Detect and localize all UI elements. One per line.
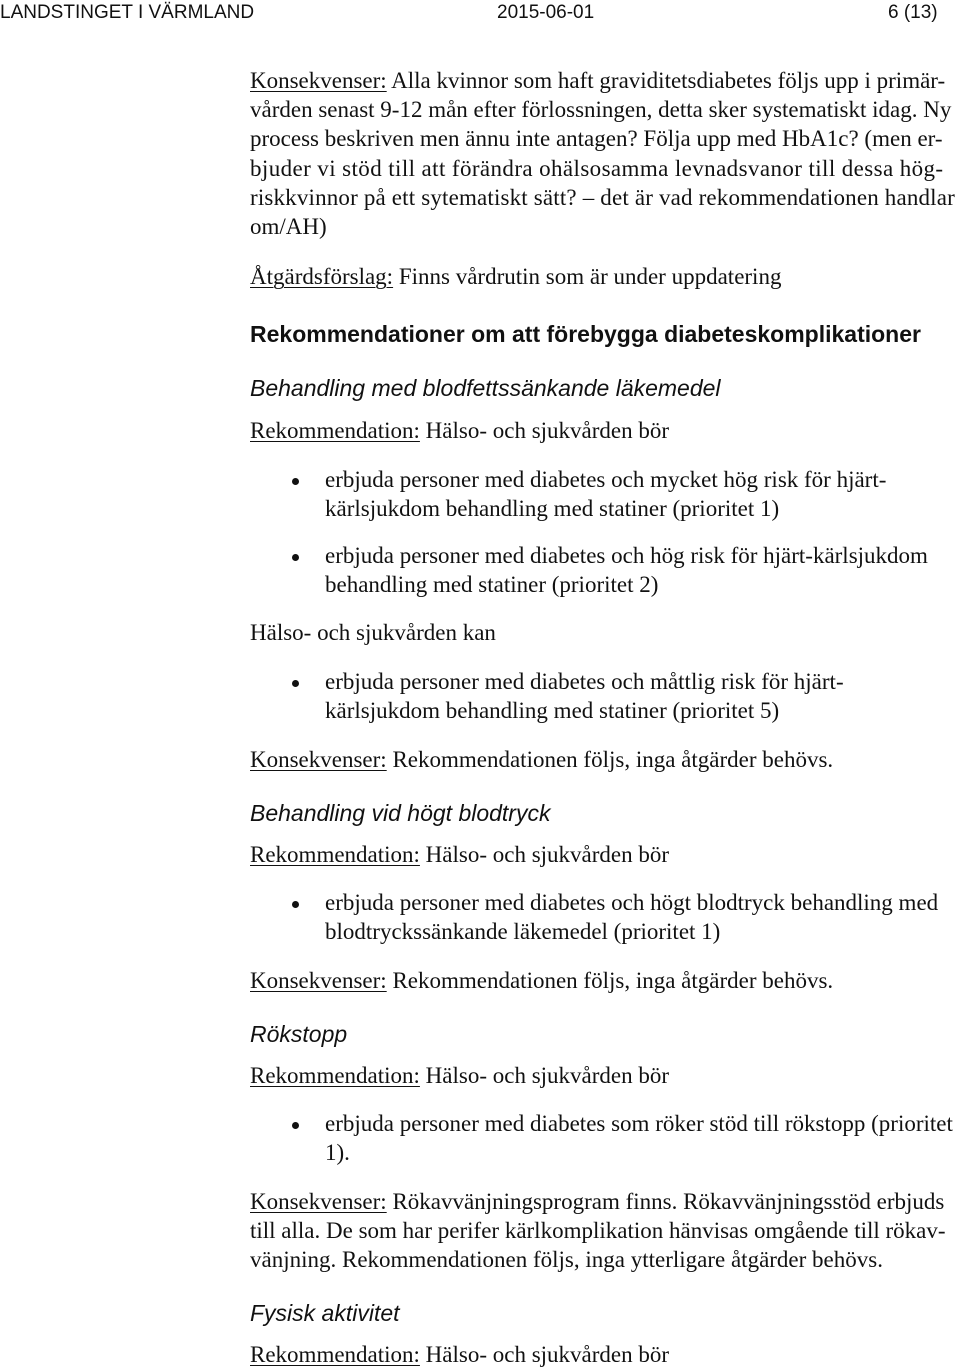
- bullet-line: erbjuda personer med diabetes som röker stöd till rökstopp (prioritet: [325, 1111, 953, 1136]
- recommendation-label: Rekommendation:: [250, 418, 420, 443]
- action-proposal-text: Finns vårdrutin som är under uppdatering: [398, 264, 782, 289]
- paragraph-line: [250, 66, 945, 95]
- recommendation-text: Hälso- och sjukvården bör: [425, 842, 670, 867]
- consequences-label: Konsekvenser:: [250, 68, 387, 93]
- bullet-line: kärlsjukdom behandling med statiner (prioritet 5): [325, 698, 780, 723]
- bullet-line: blodtryckssänkande läkemedel (prioritet 1): [325, 919, 721, 944]
- paragraph-line: [250, 1187, 944, 1216]
- recommendation-line: [250, 840, 669, 869]
- consequences-label: Konsekvenser:: [250, 747, 387, 772]
- paragraph-line: till alla. De som har perifer kärlkomplikation hänvisas omgående till rökav-: [250, 1218, 946, 1243]
- may-recommendation-text: Hälso- och sjukvården kan: [250, 620, 496, 645]
- action-proposal-label: Åtgärdsförslag:: [250, 264, 394, 289]
- page-number: 6 (13): [888, 2, 938, 23]
- recommendation-text: Hälso- och sjukvården bör: [425, 418, 670, 443]
- paragraph-line: process beskriven men ännu inte antagen? Följa upp med HbA1c? (men er-: [250, 126, 943, 151]
- bullet-icon: [292, 901, 299, 908]
- paragraph-line: om/AH): [250, 214, 327, 239]
- subsection-title: Behandling vid högt blodtryck: [250, 800, 551, 826]
- organization-name: LANDSTINGET I VÄRMLAND: [0, 2, 255, 23]
- consequences-text: Rekommendationen följs, inga åtgärder behövs.: [392, 968, 834, 993]
- section-heading: Rekommendationer om att förebygga diabeteskomplikationer: [250, 321, 921, 347]
- paragraph-line: vänjning. Rekommendationen följs, inga ytterligare åtgärder behövs.: [250, 1247, 883, 1272]
- subsection-title: Behandling med blodfettssänkande läkemedel: [250, 375, 721, 401]
- document-date: 2015-06-01: [497, 2, 595, 23]
- paragraph-text: Rökavvänjningsprogram finns. Rökavvänjningsstöd erbjuds: [392, 1189, 945, 1214]
- bullet-icon: [292, 1122, 299, 1129]
- paragraph-text: Alla kvinnor som haft graviditetsdiabetes följs upp i primär-: [391, 68, 946, 93]
- recommendation-label: Rekommendation:: [250, 1063, 420, 1088]
- recommendation-label: Rekommendation:: [250, 1342, 420, 1367]
- bullet-line: erbjuda personer med diabetes och hög risk för hjärt-kärlsjukdom: [325, 543, 928, 568]
- paragraph-line: bjuder vi stöd till att förändra ohälsosamma levnadsvanor till dessa hög-: [250, 156, 944, 181]
- subsection-title: Fysisk aktivitet: [250, 1300, 400, 1326]
- consequences-label: Konsekvenser:: [250, 1189, 387, 1214]
- consequences-line: [250, 966, 833, 995]
- bullet-line: erbjuda personer med diabetes och högt blodtryck behandling med: [325, 890, 939, 915]
- recommendation-label: Rekommendation:: [250, 842, 420, 867]
- recommendation-line: [250, 1061, 669, 1090]
- bullet-line: erbjuda personer med diabetes och mycket hög risk för hjärt-: [325, 467, 887, 492]
- action-proposal-line: [250, 262, 781, 291]
- consequences-text: Rekommendationen följs, inga åtgärder behövs.: [392, 747, 834, 772]
- recommendation-line: [250, 1340, 669, 1369]
- bullet-icon: [292, 478, 299, 485]
- bullet-line: behandling med statiner (prioritet 2): [325, 572, 659, 597]
- paragraph-line: riskkvinnor på ett sytematiskt sätt? – det är vad rekommendationen handlar: [250, 185, 955, 210]
- bullet-icon: [292, 680, 299, 687]
- recommendation-text: Hälso- och sjukvården bör: [425, 1342, 670, 1367]
- bullet-line: 1).: [325, 1140, 350, 1165]
- recommendation-line: [250, 416, 669, 445]
- recommendation-text: Hälso- och sjukvården bör: [425, 1063, 670, 1088]
- subsection-title: Rökstopp: [250, 1021, 348, 1047]
- bullet-icon: [292, 554, 299, 561]
- consequences-label: Konsekvenser:: [250, 968, 387, 993]
- paragraph-line: vården senast 9-12 mån efter förlossningen, detta sker systematiskt idag. Ny: [250, 97, 952, 122]
- bullet-line: kärlsjukdom behandling med statiner (prioritet 1): [325, 496, 780, 521]
- consequences-line: [250, 745, 833, 774]
- bullet-line: erbjuda personer med diabetes och måttlig risk för hjärt-: [325, 669, 844, 694]
